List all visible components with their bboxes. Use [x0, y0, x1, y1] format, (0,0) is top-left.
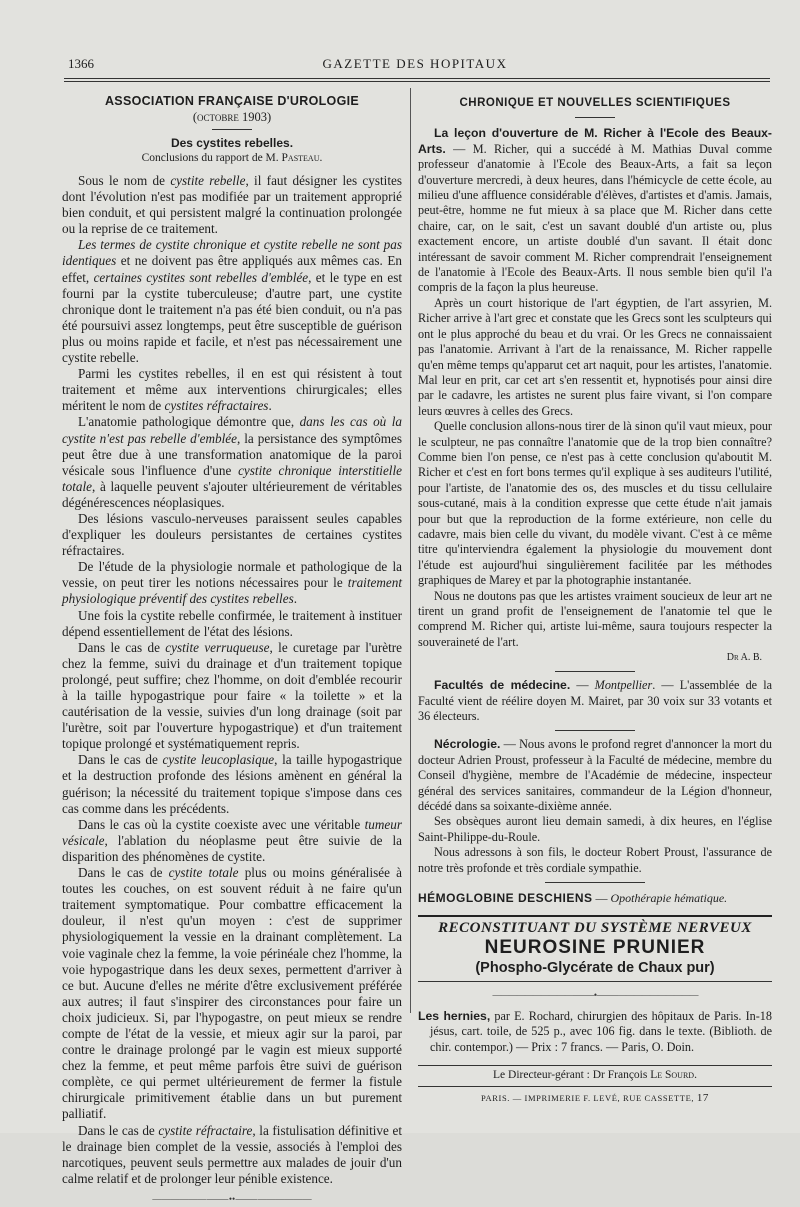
ad-line-1: RECONSTITUANT DU SYSTÈME NERVEUX [438, 919, 752, 936]
text-run: — [570, 678, 595, 693]
association-title: ASSOCIATION FRANÇAISE D'UROLOGIE [104, 94, 359, 108]
article-subtitle [62, 151, 402, 165]
text-run: Après un court historique de l'art égyptien, de l'art assyrien, M. Richer arrive à l'art grec et constate que les Grecs sont les sculpteurs qui ont le plus approché du beau et du vrai. Or les Grecs ne connaissaient pas l'anatomie. Arrivant à l'art de la renaissance, M. Richer rappelle qu'en même temps qu'apparut cet art naquit, pour les artistes, l'anatomie. Mal leur en prit, car cet art s'en ressentit et, hypnotisés pour ainsi dire par le cadavre, les artistes ne surent plus faire vivant, si l'on compare leurs œuvres à celles des Grecs. [418, 295, 772, 418]
text-run: tumeur vésicale [62, 816, 402, 848]
ad-line-2: NEUROSINE PRUNIER [484, 936, 706, 958]
text-run: , à laquelle peuvent s'ajouter ultérieurement de véritables dégénérescences néoplasiques. [62, 478, 402, 510]
text-run: par E. Rochard, chirurgien des hôpitaux de Paris. In-18 jésus, cart. toile, de 525 p., avec 106 fig. dans le texte. (Biblioth. de chir. contempor.) — Prix : 7 francs. — Paris, O. Doin. [430, 1008, 772, 1054]
book-notice [418, 1009, 772, 1055]
article-title: Des cystites rebelles. [170, 136, 294, 150]
director-name: Le Sourd [650, 1069, 695, 1082]
text-run: Dans le cas où la cystite coexiste avec une véritable [78, 816, 365, 832]
text-run: Nécrologie. [434, 737, 501, 752]
director-line [418, 1065, 772, 1086]
section-rule [555, 730, 635, 731]
text-run: cystite leucoplasique [162, 752, 275, 768]
text-run: certaines cystites sont rebelles d'emblée [93, 269, 309, 285]
paragraph [62, 173, 402, 237]
necrologie-news [418, 737, 772, 876]
paragraph [62, 1123, 402, 1187]
text-run: , il faut désigner les cystites dont l'évolution n'est pas modifiée par un traitement approprié bien conduit, et qui persistent malgré la continuation prolongée ou la reprise de ce traitement. [62, 173, 402, 237]
text-run: Des lésions vasculo-nerveuses paraissent seules capables d'expliquer les douleurs persistantes de certaines cystites réfractaires. [62, 510, 402, 559]
paragraph [418, 845, 772, 876]
signature-line [418, 650, 772, 665]
text-run: Facultés de médecine. [434, 678, 571, 693]
text-run: L'anatomie pathologique démontre que, [78, 414, 300, 430]
text-run: cystite verruqueuse [165, 639, 270, 655]
text-run: , l'ablation du néoplasme peut être suivie de la disparition des phénomènes de cystite. [62, 832, 402, 864]
ad-line-3: (Phospho-Glycérate de Chaux pur) [475, 959, 715, 976]
column-divider [410, 88, 411, 1013]
paragraph [418, 737, 772, 814]
text-run: . — L'assemblée de la Faculté vient de réélire doyen M. Mairet, par 30 voix sur 33 votants et 36 électeurs. [418, 678, 772, 724]
text-run: cystite totale [168, 865, 239, 881]
hemoglobine-name: HÉMOGLOBINE DESCHIENS [418, 891, 593, 906]
text-run: Les hernies, [418, 1008, 491, 1023]
text-run: Dans le cas de [78, 865, 169, 881]
text-run: Sous le nom de [78, 173, 171, 188]
article-subtitle-author: Pasteau [281, 152, 320, 164]
text-run: Parmi les cystites rebelles, il en est qui résistent à tout traitement et même aux interventions chirurgicales; elles méritent le nom de [62, 366, 402, 414]
director-prefix: Le Directeur-gérant : Dr François [493, 1069, 651, 1082]
paragraph [418, 589, 772, 651]
text-run: traitement physiologique préventif des cystites rebelles [62, 575, 402, 607]
page-header [60, 56, 770, 78]
paragraph [62, 752, 402, 816]
header-rule [64, 78, 770, 82]
paragraph [418, 814, 772, 845]
text-run: Dans le cas de [78, 1122, 159, 1138]
paragraph [62, 511, 402, 559]
text-run: Une fois la cystite rebelle confirmée, le traitement à instituer dépend essentiellement de l'état des lésions. [62, 607, 402, 639]
printer-number: 17 [696, 1091, 710, 1104]
paragraph [62, 559, 402, 607]
paragraph [62, 640, 402, 753]
section-rule [555, 671, 635, 672]
text-run: dans les cas où la cystite n'est pas rebelle d'emblée [62, 414, 402, 446]
text-run: Nous adressons à son fils, le docteur Robert Proust, l'assurance de notre très profonde et très cordiale sympathie. [418, 845, 772, 875]
journal-title: GAZETTE DES HOPITAUX [322, 56, 508, 71]
text-run: Les termes de cystite chronique et cystite rebelle ne sont pas identiques [62, 237, 402, 269]
text-run: , et le type en est fourni par la cystite tuberculeuse; d'autre part, une cystite chronique dont le traitement n'a pas été bien conduit, ou n'a pas été poursuivi assez longtemps, peut être susceptible de guérison plus ou moins rapide et facile, et n'est pas nécessairement une cystite rebelle. [62, 269, 402, 366]
title-rule [212, 129, 252, 130]
faculte-news [418, 678, 772, 724]
section-rule [545, 882, 645, 883]
chronicle-title: CHRONIQUE ET NOUVELLES SCIENTIFIQUES [459, 97, 731, 109]
text-run: cystites réfractaires [164, 398, 269, 414]
chronicle-rule [575, 117, 615, 118]
text-run: cystite réfractaire [158, 1122, 253, 1138]
article-subtitle-suffix: . [319, 152, 323, 164]
text-run: Montpellier [594, 678, 653, 693]
paragraph [62, 608, 402, 640]
text-run: Dans le cas de [78, 639, 166, 655]
text-run: Dans le cas de [78, 752, 163, 768]
hemoglobine-line [418, 891, 772, 906]
text-run: . [268, 398, 272, 414]
text-run: Quelle conclusion allons-nous tirer de là sinon qu'il vaut mieux, pour le sculpteur, ne pas connaître l'anatomie que de la trop bien connaître? Comme bien l'on pense, ce n'est pas à cette conclusion qu'aboutit M. Richer et c'est en fort bons termes qu'il explique à ses auditeurs l'utilité, pour l'artiste, de l'anatomie des os, des muscles et du tissu cellulaire sous-cutané, mais à la condition expresse que cette étude n'ait jamais pour but que la reproduction de la forme extérieure, non celle du cadavre, mais bien celle du vivant, du modèle vivant. C'est à ce même titre qu'interviendra également la physiologie du mouvement dont l'étude est aujourd'hui singulièrement facilitée par les méthodes graphiques de Marey et par la photographie instantanée. [418, 419, 772, 588]
hemoglobine-desc: Opothérapie hématique. [610, 891, 728, 906]
end-ornament: ——————⸻••⸻—————— [152, 1193, 312, 1204]
text-run: La leçon d'ouverture de M. Richer à l'Ecole des Beaux-Arts. [418, 126, 772, 156]
text-run: , le curetage par l'urètre chez la femme, suivi du drainage et d'un traitement topique prolongé, peut suffire; chez l'homme, on doit d'emblée recourir à la taille hypogastrique pour faire « la toilette » et la cautérisation de la vessie, suivies d'un long drainage (soit par l'urètre, soit par l'ouverture hypogastrique) et d'un traitement topique prolongé et systématiquement repris. [62, 639, 402, 752]
paragraph [62, 237, 402, 366]
paragraph [62, 865, 402, 1123]
text-run: . [293, 591, 297, 607]
left-column [62, 88, 402, 1207]
text-run: , la fistulisation définitive et le drainage bien complet de la vessie, associés à l'emploi des narcotiques, peuvent seuls permettre aux malades de jouir d'un calme relatif et de prolonger leur pénible existence. [62, 1122, 402, 1186]
text-run: , la taille hypogastrique et la destruction profonde des lésions amènent en général la guérison; la nécessité du traitement topique s'impose dans ces cas comme dans les précédents. [62, 752, 403, 816]
association-subtitle: (octobre 1903) [192, 110, 272, 124]
right-column [418, 88, 772, 1106]
text-run: plus ou moins généralisée à toutes les couches, on est souvent réduit à ne faire qu'un traitement symptomatique. Pour combattre efficacement la douleur, il n'est qu'un moyen : c'est de supprimer physiologiquement la vessie en la drainant complètement. La voie vaginale chez la femme, la voie périnéale chez l'homme, la voie hypogastrique dans les deux sexes, permettent d'arriver à ce but. Aucune d'elles ne mérite d'être exclusivement préférée aux autres; il faut s'inspirer des circonstances pour faire un choix judicieux. Si, par l'hypogastre, on peut mieux se rendre compte de l'état de la vessie, et mieux agir sur la paroi, par contre le drainage prolongé par le vagin est mieux supporté chez la femme, et peut même parfois être suivi de guérison complète, ce qui permet ultérieurement de fermer la fistule chirurgicale primitivement établie dans un but purement palliatif. [62, 865, 403, 1122]
paragraph [418, 296, 772, 419]
ornament-rule: ——————————⸻•⸻—————————— [492, 989, 698, 1000]
paragraph [62, 817, 402, 865]
signature: Dr A. B. [726, 652, 762, 664]
text-run: Nous ne doutons pas que les artistes vraiment soucieux de leur art ne tirent un grand profit de l'enseignement de l'anatomie tel que le comprend M. Richer qui, artiste lui-même, saura toujours respecter la souveraineté de l'art. [418, 588, 772, 649]
text-run: — M. Richer, qui a succédé à M. Mathias Duval comme professeur d'anatomie à l'Ecole des Beaux-Arts, a fait sa leçon d'ouverture mercredi, à deux heures, dans l'hémicycle de cette école, au milieu d'une affluence considérable d'élèves, d'artistes et d'amis. Jamais, peut-être, homme ne fut mieux à sa place que M. Richer dans cette chaire, car, on le sait, c'est un savant doublé d'un artiste ou, plus exactement encore, un artiste doublé d'un savant. Il était donc intéressant de savoir comment M. Richer comprendrait l'enseignement de l'anatomie à l'Ecole des Beaux-Arts. Il nous semble bien qu'il l'a compris de la façon la plus heureuse. [418, 141, 772, 295]
paragraph [62, 366, 402, 414]
printer-line [418, 1091, 772, 1106]
text-run: cystite chronique interstitielle totale [62, 462, 402, 494]
article-subtitle-prefix: Conclusions du rapport de M. [141, 152, 282, 164]
paragraph [418, 126, 772, 295]
paragraph [418, 419, 772, 588]
page-number: 1366 [68, 56, 94, 71]
paragraph [62, 414, 402, 511]
text-run: , la persistance des symptômes peut être due à une transformation anatomique de la paroi vésicale sous l'influence d'une [62, 430, 402, 478]
hemoglobine-sep: — [592, 891, 611, 906]
advertisement-neurosine [418, 915, 772, 982]
text-run: et ne doivent pas être appliqués aux mêmes cas. En effet, [62, 253, 402, 285]
text-run: cystite rebelle [170, 173, 246, 188]
printer-text: PARIS. — IMPRIMERIE F. LEVÉ, RUE CASSETTE, [480, 1092, 695, 1103]
text-run: De l'étude de la physiologie normale et pathologique de la vessie, on peut tirer les notions nécessaires pour le [62, 559, 402, 591]
left-article-body [62, 173, 402, 1187]
richer-article [418, 126, 772, 650]
text-run: — Nous avons le profond regret d'annoncer la mort du docteur Adrien Proust, professeur à la Faculté de médecine, membre du Conseil d'hygiène, membre de l'Académie de médecine, inspecteur général des services sanitaires, commandeur de la Légion d'honneur, décédé dans sa soixante-dixième année. [418, 737, 772, 814]
text-run: Ses obsèques auront lieu demain samedi, à dix heures, en l'église Saint-Philippe-du-Roule. [418, 814, 772, 844]
director-suffix: . [694, 1069, 697, 1082]
